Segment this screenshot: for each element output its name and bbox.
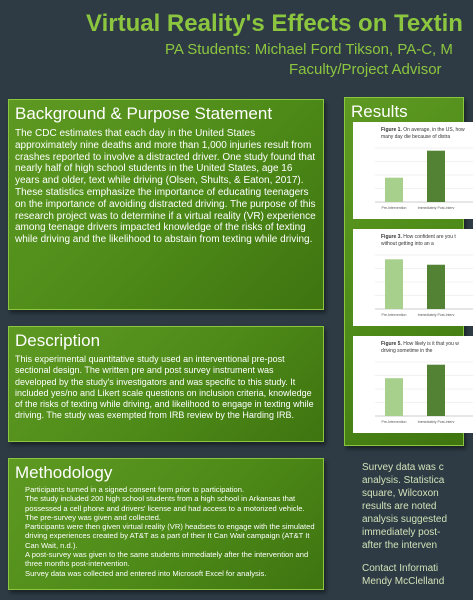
methodology-line: A post-survey was given to the same students immediately after the intervention and three months post-intervention.	[25, 550, 309, 569]
methodology-line: Participants were then given virtual reality (VR) headsets to engage with the simulated driving experiences created by AT&T as a part of their It Can Wait campaign (AT&T It Can Wait, n.d.).	[25, 522, 315, 550]
bar	[427, 365, 445, 416]
bar-label: Immediately Post-Interv	[417, 420, 455, 424]
methodology-heading: Methodology	[15, 463, 113, 482]
summary-line: Survey data was c	[362, 462, 444, 473]
contact-info	[362, 562, 462, 588]
summary-line: square, Wilcoxon	[362, 488, 439, 499]
background-panel	[8, 99, 324, 310]
results-heading: Results	[351, 102, 408, 121]
bar-label: Immediately Post-Interv	[417, 206, 455, 210]
poster-title: Virtual Reality's Effects on Textin	[86, 10, 463, 37]
description-body: This experimental quantitative study used an interventional pre-post sectional design. The written pre and post survey instrument was developed by the study's investigators and was specific to this study. It included yes/no and Likert scale questions on inclusion criteria, knowledge of the risks of texting while driving, and likelihood to engage in texting while driving. The study was exempted from IRB review by the Harding IRB.	[15, 354, 314, 421]
figure-3-chart	[353, 229, 473, 326]
bar-label: Immediately Post-Interv	[417, 313, 455, 317]
background-body: The CDC estimates that each day in the United States approximately nine deaths and more than 1,000 injuries result from crashes reported to involve a distracted driver. One study found that nearly half of high school students in the United States, age 16 years and older, text while driving (Olsen, Shults, & Eaton, 2017). These statistics emphasize the importance of educating teenagers on the importance of avoiding distracted driving. The purpose of this research project was to determine if a virtual reality (VR) experience among teenage drivers impacted knowledge of the risks of texting while driving and the likelihood to abstain from texting while driving.	[15, 128, 316, 246]
figure-1-chart	[353, 122, 473, 219]
contact-line: Contact Informati	[362, 563, 439, 574]
figure-1	[353, 122, 473, 219]
summary-line: results are noted	[362, 501, 437, 512]
contact-line: Mendy McClelland	[362, 576, 445, 587]
summary-line: analysis. Statistica	[362, 475, 445, 486]
bar	[385, 378, 403, 416]
summary-line: after the interven	[362, 540, 438, 551]
description-heading: Description	[15, 331, 101, 350]
figure-caption: Figure 1. On average, in the US, how many day die because of distra	[381, 127, 465, 140]
figure-5-chart	[353, 336, 473, 433]
background-heading: Background & Purpose Statement	[15, 104, 273, 123]
results-panel	[344, 97, 464, 446]
methodology-body	[15, 485, 317, 578]
bar	[427, 151, 445, 202]
bar	[385, 178, 403, 202]
bar-label: Pre-Intervention	[381, 206, 407, 210]
bar-label: Pre-Intervention	[381, 313, 407, 317]
bar	[427, 265, 445, 309]
description-panel	[8, 326, 324, 442]
summary-line: analysis suggested	[362, 514, 448, 525]
methodology-panel	[8, 458, 324, 590]
figure-caption: Figure 5. How likely is it that you w driving sometime in the	[381, 341, 459, 354]
summary-line: immediately post-	[362, 527, 441, 538]
methodology-line: Survey data was collected and entered into Microsoft Excel for analysis.	[25, 568, 267, 578]
methodology-line: The study included 200 high school students from a high school in Arkansas that possessed a cell phone and drivers' license and had access to a motorized vehicle. The pre-survey was given and collected.	[25, 494, 305, 522]
figure-caption: Figure 3. How confident are you t without getting into an a	[381, 234, 456, 247]
poster-authors: PA Students: Michael Ford Tikson, PA-C, M	[165, 41, 453, 58]
bar	[385, 259, 403, 309]
figure-3	[353, 229, 473, 326]
methodology-line: Participants turned in a signed consent form prior to participation.	[25, 485, 245, 494]
poster-advisor: Faculty/Project Advisor	[289, 61, 442, 78]
figure-5	[353, 336, 473, 433]
results-summary	[362, 461, 462, 588]
bar-label: Pre-Intervention	[381, 420, 407, 424]
